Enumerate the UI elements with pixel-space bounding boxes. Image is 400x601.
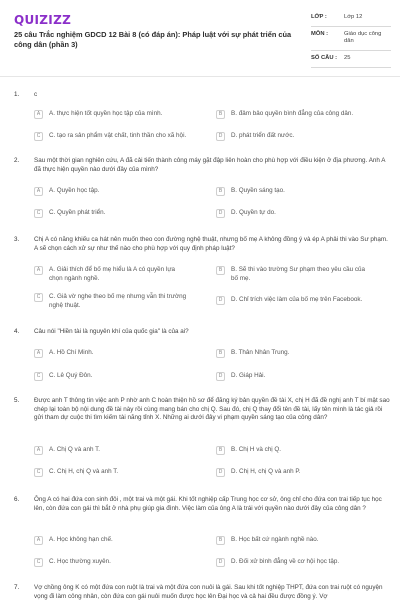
answer-option[interactable] (34, 266, 189, 283)
answer-option[interactable] (34, 349, 189, 358)
option-letter-badge: C (34, 293, 43, 302)
answer-option[interactable] (34, 468, 189, 477)
meta-value: 25 (344, 54, 351, 61)
option-text: B. Chị H và chị Q. (231, 446, 282, 453)
meta-row-count (311, 51, 391, 68)
meta-label: MÔN : (311, 30, 329, 37)
option-text: B. Quyền sáng tạo. (231, 187, 285, 194)
option-text: B. đảm bảo quyền bình đẳng của công dân. (231, 110, 354, 117)
question-number: 5. (14, 397, 20, 404)
answer-option[interactable] (216, 266, 371, 283)
answer-option[interactable] (34, 187, 189, 196)
meta-value: Lớp 12 (344, 14, 363, 20)
answer-option[interactable] (216, 558, 371, 567)
option-text: C. Giả vờ nghe theo bố mẹ nhưng vẫn thi trường nghệ thuật. (49, 293, 187, 309)
option-text: C. Chị H, chị Q và anh T. (49, 468, 119, 475)
answer-option[interactable] (34, 110, 189, 119)
question-text: c (34, 91, 38, 98)
answer-option[interactable] (216, 132, 371, 141)
option-letter-badge: A (34, 536, 43, 545)
question-number: 2. (14, 157, 20, 164)
option-letter-badge: D (216, 372, 225, 381)
quiz-meta-table (311, 10, 391, 68)
option-text: C. Học thường xuyên. (49, 558, 111, 565)
answer-option[interactable] (216, 209, 371, 218)
answer-option[interactable] (34, 558, 189, 567)
meta-label: LỚP : (311, 14, 327, 20)
option-text: A. thực hiện tốt quyền học tập của mình. (49, 110, 163, 117)
question-text: Chị A có năng khiếu ca hát nên muốn theo con đường nghệ thuật, nhưng bố mẹ A không đồng ý và ép A phải thi vào Sư phạm. A sẽ chọn cách xử sự như thế nào cho phù hợp với quy định pháp luật? (34, 236, 388, 252)
quiz-header (0, 0, 400, 77)
question-number: 7. (14, 584, 20, 591)
option-text: D. Chỉ trích việc làm của bố mẹ trên Facebook. (231, 296, 363, 303)
option-text: D. Chị H, chị Q và anh P. (231, 468, 301, 475)
option-letter-badge: A (34, 349, 43, 358)
answer-option[interactable] (216, 446, 371, 455)
question-text: Được anh T thông tin việc anh P nhờ anh C hoàn thiện hồ sơ để đăng ký bản quyền đề tài X, chị H đã đề nghị anh T bí mật sao chép lại toàn bộ nội dung đề tài này rồi cùng mang bán cho chị Q. Sau đó, chị Q thay đổi tên đề tài, lấy tên mình là tác giả rồi gửi tham dự cuộc thi tìm kiếm tài năng tỉnh X. Những ai dưới đây vi phạm quyền sáng tạo của công dân? (34, 397, 390, 421)
option-letter-badge: C (34, 372, 43, 381)
option-letter-badge: C (34, 558, 43, 567)
option-letter-badge: A (34, 266, 43, 275)
quiz-title: 25 câu Trắc nghiệm GDCD 12 Bài 8 (có đáp án): Pháp luật với sự phát triển của công dân (phần 3) (14, 30, 292, 49)
option-letter-badge: D (216, 209, 225, 218)
option-letter-badge: B (216, 110, 225, 119)
option-letter-badge: D (216, 558, 225, 567)
answer-option[interactable] (34, 132, 189, 141)
meta-label: SỐ CÂU : (311, 54, 338, 61)
answer-option[interactable] (216, 468, 371, 477)
option-letter-badge: C (34, 468, 43, 477)
answer-option[interactable] (216, 536, 371, 545)
option-letter-badge: A (34, 187, 43, 196)
option-letter-badge: B (216, 446, 225, 455)
answer-option[interactable] (34, 446, 189, 455)
option-letter-badge: A (34, 446, 43, 455)
option-text: B. Học bất cứ ngành nghề nào. (231, 536, 319, 543)
answer-option[interactable] (216, 187, 371, 196)
option-text: A. Hồ Chí Minh. (49, 349, 94, 356)
option-text: C. tạo ra sản phẩm vật chất, tinh thần cho xã hội. (49, 132, 187, 139)
question-text: Ông A có hai đứa con sinh đôi , một trai và một gái. Khi tốt nghiệp cấp Trung học cơ sở, ông chỉ cho đứa con trai tiếp tục học lên, còn đứa con gái thì bắt ở nhà phụ giúp gia đình. Việc làm của ông A là trái với quyền nào dưới đây của công dân ? (34, 496, 382, 512)
answer-option[interactable] (216, 349, 371, 358)
option-text: A. Chị Q và anh T. (49, 446, 100, 453)
option-text: D. Giáp Hải. (231, 372, 266, 379)
option-letter-badge: C (34, 132, 43, 141)
option-text: D. Đối xử bình đẳng về cơ hội học tập. (231, 558, 340, 565)
answer-option[interactable] (216, 110, 371, 119)
option-letter-badge: B (216, 349, 225, 358)
option-text: B. Thân Nhân Trung. (231, 349, 290, 356)
answer-option[interactable] (216, 372, 371, 381)
option-letter-badge: B (216, 187, 225, 196)
question-text: Sau một thời gian nghiên cứu, A đã cải tiến thành công máy gặt đập liên hoàn cho phù hợp với điều kiện ở địa phương. Anh A đã thực hiện quyền nào dưới đây của mình? (34, 157, 386, 173)
option-letter-badge: B (216, 536, 225, 545)
option-letter-badge: A (34, 110, 43, 119)
question-number: 3. (14, 236, 20, 243)
option-text: B. Sẽ thi vào trường Sư phạm theo yêu cầu của bố mẹ. (231, 266, 366, 282)
option-letter-badge: D (216, 468, 225, 477)
answer-option[interactable] (34, 536, 189, 545)
answer-option[interactable] (34, 209, 189, 218)
question-number: 1. (14, 91, 20, 98)
question-number: 6. (14, 496, 20, 503)
meta-row-class (311, 10, 391, 27)
question-text: Câu nói "Hiền tài là nguyên khí của quốc gia" là của ai? (34, 328, 189, 335)
quizizz-logo: QUIZIZZ (14, 13, 72, 27)
option-text: A. Học không hạn chế. (49, 536, 113, 543)
option-letter-badge: D (216, 132, 225, 141)
answer-option[interactable] (34, 293, 189, 310)
answer-option[interactable] (216, 296, 371, 305)
question-number: 4. (14, 328, 20, 335)
meta-row-subject (311, 27, 391, 51)
option-letter-badge: B (216, 266, 225, 275)
option-text: C. Quyền phát triển. (49, 209, 106, 216)
option-letter-badge: C (34, 209, 43, 218)
option-text: A. Quyền học tập. (49, 187, 100, 194)
meta-value: Giáo dục công dân (344, 30, 382, 45)
option-letter-badge: D (216, 296, 225, 305)
question-text: Vợ chồng ông K có một đứa con ruột là trai và một đứa con nuôi là gái. Sau khi tốt nghiệp THPT, đứa con trai ruột có nguyện vọng đi làm công nhân, còn đứa con gái nuôi muốn được học lên Đại học và cả hai đều được đồng ý. Vợ (34, 584, 383, 600)
option-text: D. Quyền tự do. (231, 209, 276, 216)
answer-option[interactable] (34, 372, 189, 381)
option-text: D. phát triển đất nước. (231, 132, 295, 139)
option-text: A. Giải thích để bố mẹ hiểu là A có quyền lựa chọn ngành nghề. (49, 266, 176, 282)
option-text: C. Lê Quý Đôn. (49, 372, 93, 379)
